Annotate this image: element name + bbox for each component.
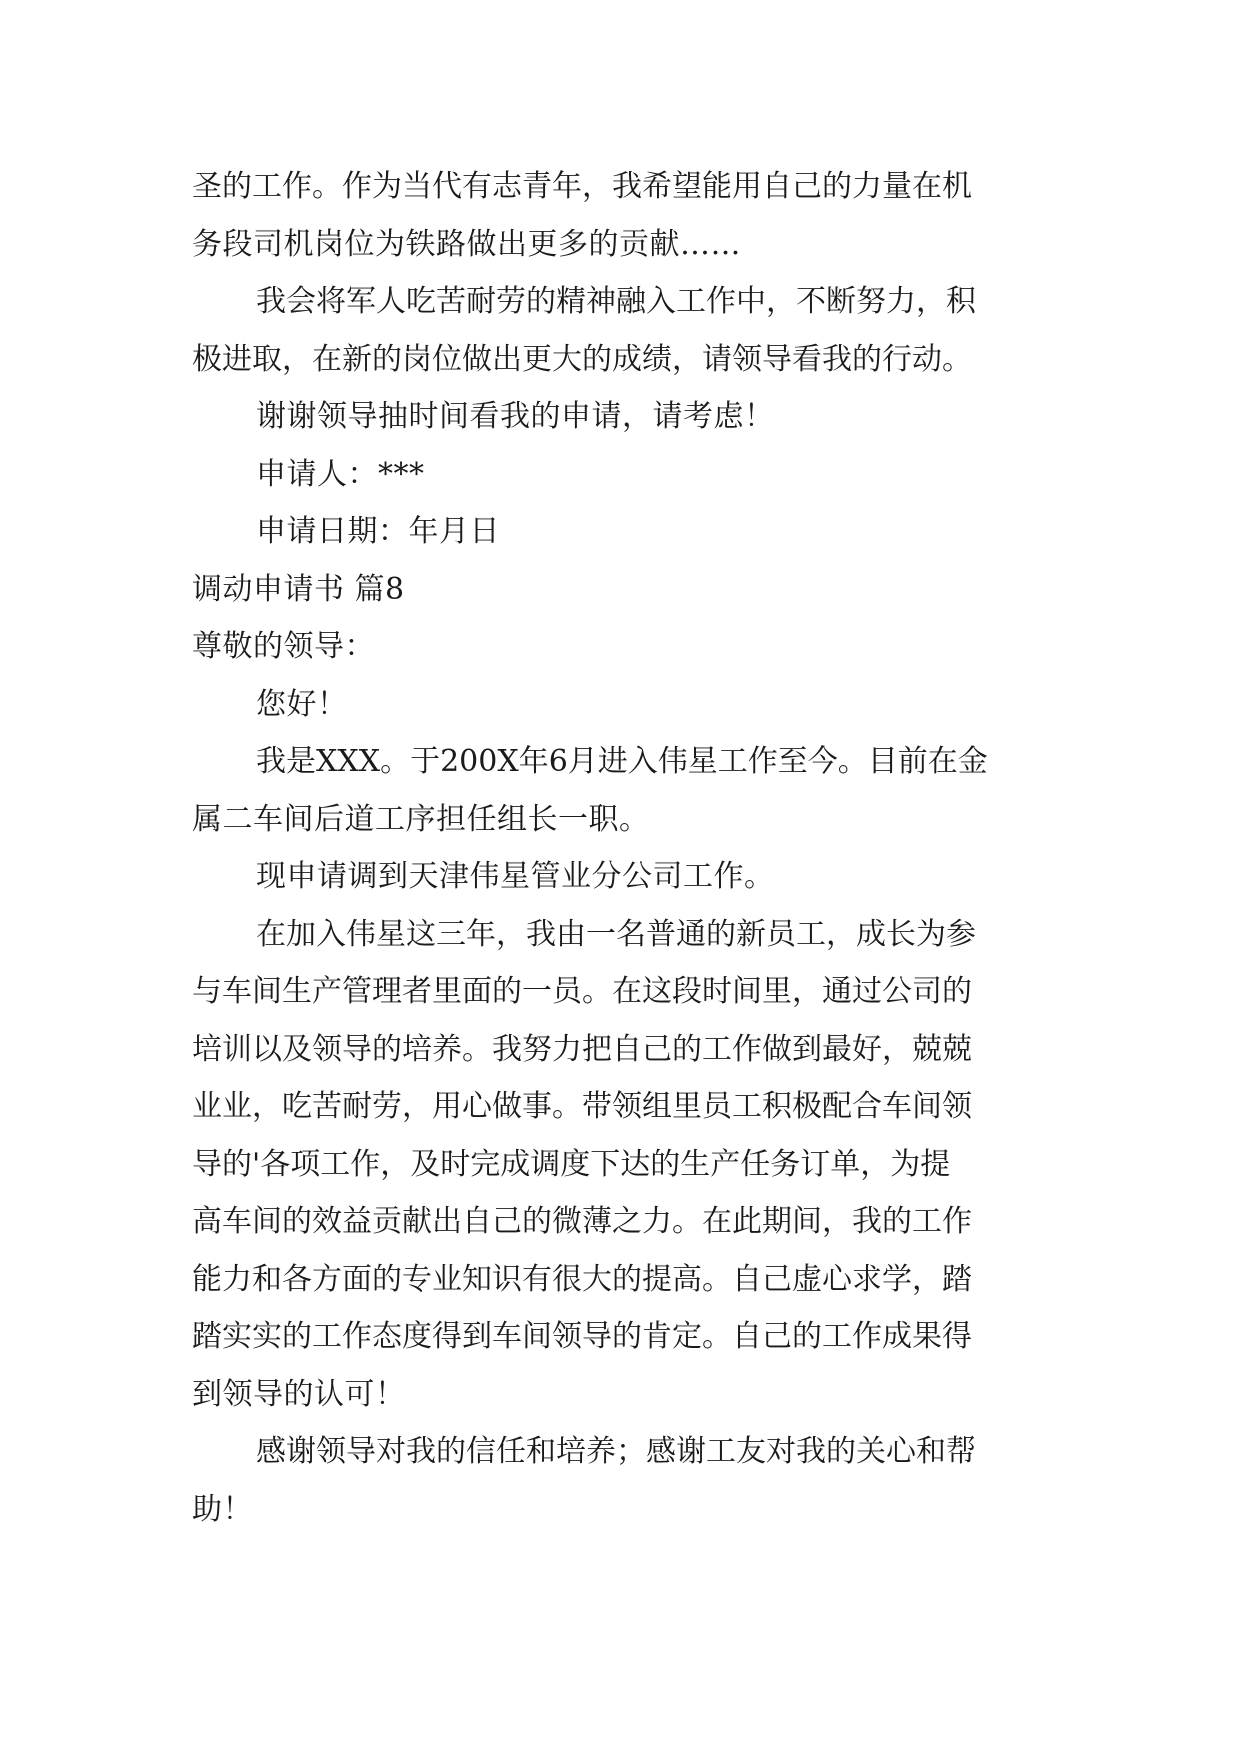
text-line: 助！ — [192, 1491, 253, 1527]
text-line: 高车间的效益贡献出自己的微薄之力。在此期间，我的工作 — [192, 1204, 972, 1239]
text-line: 与车间生产管理者里面的一员。在这段时间里，通过公司的 — [192, 974, 972, 1009]
text-line: 极进取，在新的岗位做出更大的成绩，请领导看我的行动。 — [192, 341, 972, 377]
text-line: 在加入伟星这三年，我由一名普通的新员工，成长为参 — [256, 916, 976, 952]
text-line: 我会将军人吃苦耐劳的精神融入工作中，不断努力，积 — [256, 284, 976, 319]
text-line: 现申请调到天津伟星管业分公司工作。 — [256, 859, 775, 894]
text-line: 感谢领导对我的信任和培养；感谢工友对我的关心和帮 — [256, 1434, 976, 1469]
text-line: 能力和各方面的专业知识有很大的提高。自己虚心求学，踏 — [192, 1261, 972, 1297]
text-line: 申请日期：年月日 — [256, 514, 500, 549]
text-line: 圣的工作。作为当代有志青年，我希望能用自己的力量在机 — [192, 169, 972, 204]
text-line: 您好！ — [256, 686, 348, 722]
text-line: 属二车间后道工序担任组长一职。 — [192, 801, 650, 837]
text-line: 我是XXX。于200X年6月进入伟星工作至今。目前在金 — [256, 744, 988, 779]
text-line: 谢谢领导抽时间看我的申请，请考虑！ — [256, 399, 775, 434]
text-line: 踏实实的工作态度得到车间领导的肯定。自己的工作成果得 — [192, 1319, 972, 1354]
document-body — [192, 158, 1072, 1538]
text-line: 申请人：*** — [256, 456, 425, 492]
text-line: 尊敬的领导： — [192, 629, 375, 664]
text-line: 业业，吃苦耐劳，用心做事。带领组里员工积极配合车间领 — [192, 1089, 972, 1124]
text-line: 务段司机岗位为铁路做出更多的贡献…… — [192, 226, 741, 262]
text-line: 培训以及领导的培养。我努力把自己的工作做到最好，兢兢 — [192, 1031, 972, 1067]
text-line: 调动申请书 篇8 — [192, 571, 405, 607]
text-line: 到领导的认可！ — [192, 1376, 406, 1412]
text-line: 导的'各项工作，及时完成调度下达的生产任务订单，为提 — [192, 1146, 951, 1182]
